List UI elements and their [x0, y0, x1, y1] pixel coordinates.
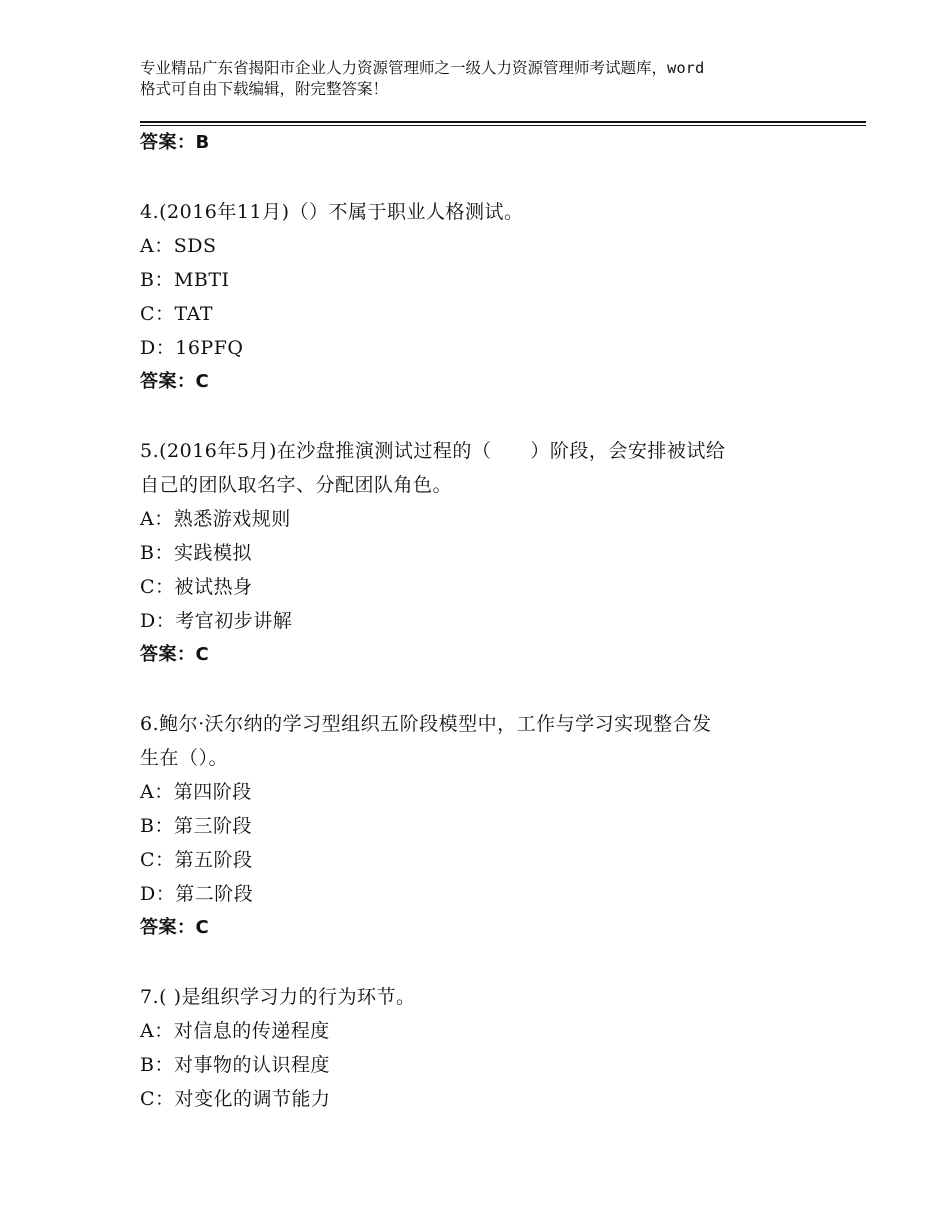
header-divider-thick [140, 121, 866, 123]
header-line-2: 格式可自由下载编辑，附完整答案！ [140, 80, 389, 98]
option-d: D：16PFQ [140, 337, 244, 359]
option-a: A：对信息的传递程度 [140, 1020, 330, 1042]
answer-line: 答案：C [140, 371, 210, 392]
option-d: D：第二阶段 [140, 883, 254, 905]
option-d: D：考官初步讲解 [140, 610, 293, 632]
question-stem-continued: 生在（）。 [140, 747, 229, 769]
option-c: C：被试热身 [140, 576, 253, 598]
answer-line: 答案：B [140, 132, 210, 153]
option-b: B：对事物的认识程度 [140, 1054, 330, 1076]
question-stem: 6.鲍尔·沃尔纳的学习型组织五阶段模型中，工作与学习实现整合发 [140, 713, 712, 735]
option-b: B：MBTI [140, 269, 230, 291]
document-header [140, 58, 830, 100]
option-b: B：第三阶段 [140, 815, 252, 837]
option-a: A：熟悉游戏规则 [140, 508, 291, 530]
question-stem: 5.(2016年5月)在沙盘推演测试过程的（ ）阶段，会安排被试给 [140, 440, 726, 462]
option-c: C：第五阶段 [140, 849, 253, 871]
option-b: B：实践模拟 [140, 542, 252, 564]
option-a: A：第四阶段 [140, 781, 252, 803]
question-stem: 7.( )是组织学习力的行为环节。 [140, 986, 416, 1008]
question-stem-continued: 自己的团队取名字、分配团队角色。 [140, 474, 453, 496]
option-c: C：TAT [140, 303, 214, 325]
option-a: A：SDS [140, 235, 217, 257]
answer-line: 答案：C [140, 644, 210, 665]
header-line-1: 专业精品广东省揭阳市企业人力资源管理师之一级人力资源管理师考试题库，word [140, 59, 705, 77]
option-c: C：对变化的调节能力 [140, 1088, 331, 1110]
answer-line: 答案：C [140, 917, 210, 938]
question-stem: 4.(2016年11月)（）不属于职业人格测试。 [140, 201, 524, 223]
